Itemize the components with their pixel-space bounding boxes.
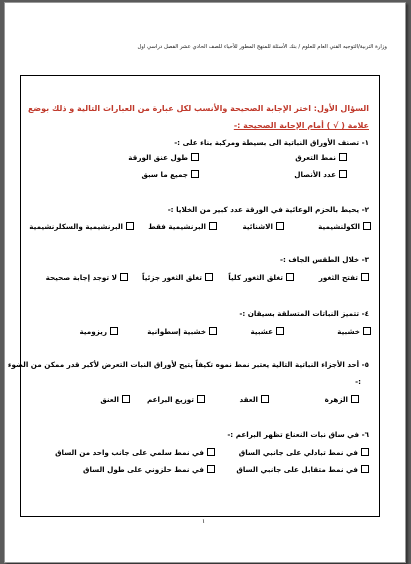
checkbox[interactable]	[207, 465, 215, 473]
question-title-instruction: علامة ( √ ) أمام الإجابة الصحيحة :-	[233, 121, 369, 130]
checkbox[interactable]	[205, 273, 213, 281]
checkbox[interactable]	[339, 170, 347, 178]
q6-option-b[interactable]: في نمط سلمي على جانب واحد من الساق	[55, 448, 215, 457]
q5-option-b[interactable]: العقد	[239, 395, 269, 404]
q1-option-d[interactable]: جميع ما سبق	[142, 170, 199, 179]
checkbox[interactable]	[120, 273, 128, 281]
question-title-line2	[234, 121, 369, 130]
checkbox[interactable]	[110, 327, 118, 335]
checkbox[interactable]	[209, 222, 217, 230]
checkbox[interactable]	[126, 222, 134, 230]
q1-option-b[interactable]: طول عنق الورقة	[128, 153, 199, 162]
q3-option-b[interactable]: تغلق الثغور كلياً	[228, 273, 294, 282]
question-5: ٥- أحد الأجزاء النباتية التالية يعتبر نمط نموه تكيفاً يتيح لأوراق النبات التعرض لأكبر قدر ممكن من الضوء	[7, 360, 369, 369]
q5-option-d[interactable]: العنق	[100, 395, 130, 404]
q4-option-b[interactable]: عشبية	[251, 327, 284, 336]
checkbox[interactable]	[191, 153, 199, 161]
checkbox[interactable]	[276, 327, 284, 335]
checkbox[interactable]	[261, 395, 269, 403]
q6-option-a[interactable]: في نمط تبادلي على جانبي الساق	[239, 448, 369, 457]
question-5-cont: :-	[355, 377, 361, 386]
checkbox[interactable]	[207, 448, 215, 456]
q6-option-d[interactable]: في نمط حلزوني على طول الساق	[83, 465, 215, 474]
q4-option-a[interactable]: خشبية	[337, 327, 371, 336]
checkbox[interactable]	[286, 273, 294, 281]
checkbox[interactable]	[363, 222, 371, 230]
question-6: ٦- في ساق نبات النعناع تظهر البراعم :-	[227, 430, 369, 439]
page-number: ١	[202, 518, 206, 525]
question-2: ٢- يحيط بالحزم الوعائية في الورقة عدد كبير من الخلايا :-	[167, 205, 369, 214]
checkbox[interactable]	[339, 153, 347, 161]
q5-option-c[interactable]: توزيع البراعم	[147, 395, 205, 404]
q6-option-c[interactable]: في نمط متقابل على جانبي الساق	[236, 465, 369, 474]
q1-option-a[interactable]: نمط التعرق	[295, 153, 347, 162]
q4-option-d[interactable]: ريزومية	[79, 327, 118, 336]
ministry-header: وزارة التربية/التوجيه الفني العام للعلوم / بنك الأسئلة للمنهج المطور للأحياء للصف الحادي عشر الفصل دراسي اول	[137, 44, 387, 50]
checkbox[interactable]	[351, 395, 359, 403]
checkbox[interactable]	[276, 222, 284, 230]
checkbox[interactable]	[363, 327, 371, 335]
q1-option-c[interactable]: عدد الأنصال	[294, 170, 347, 179]
q2-option-d[interactable]: البرنشيمية والسكلرنشيمية	[29, 222, 134, 231]
checkbox[interactable]	[361, 448, 369, 456]
q2-option-b[interactable]: الاشنائية	[242, 222, 284, 231]
checkbox[interactable]	[191, 170, 199, 178]
q3-option-a[interactable]: تفتح الثغور	[319, 273, 369, 282]
q5-option-a[interactable]: الزهرة	[325, 395, 359, 404]
q2-option-c[interactable]: البرنشيمية فقط	[148, 222, 217, 231]
q4-option-c[interactable]: خشبية إسطوانية	[147, 327, 217, 336]
checkbox[interactable]	[122, 395, 130, 403]
question-title: السؤال الأول: اختر الإجابة الصحيحة والأنسب لكل عبارة من العبارات التالية و ذلك بوضع	[27, 104, 369, 113]
q3-option-d[interactable]: لا توجد إجابة صحيحة	[46, 273, 128, 282]
checkbox[interactable]	[197, 395, 205, 403]
question-4: ٤- تتميز النباتات المتسلقة بسيقان :-	[239, 309, 369, 318]
checkbox[interactable]	[209, 327, 217, 335]
checkbox[interactable]	[361, 465, 369, 473]
checkbox[interactable]	[361, 273, 369, 281]
question-1: ١- تصنف الأوراق النباتية الى بسيطة ومركبة بناء على :-	[174, 138, 369, 147]
q3-option-c[interactable]: تغلق الثغور جزئياً	[142, 273, 213, 282]
q2-option-a[interactable]: الكولنشيمية	[318, 222, 371, 231]
question-3: ٣- خلال الطقس الجاف :-	[279, 255, 369, 264]
